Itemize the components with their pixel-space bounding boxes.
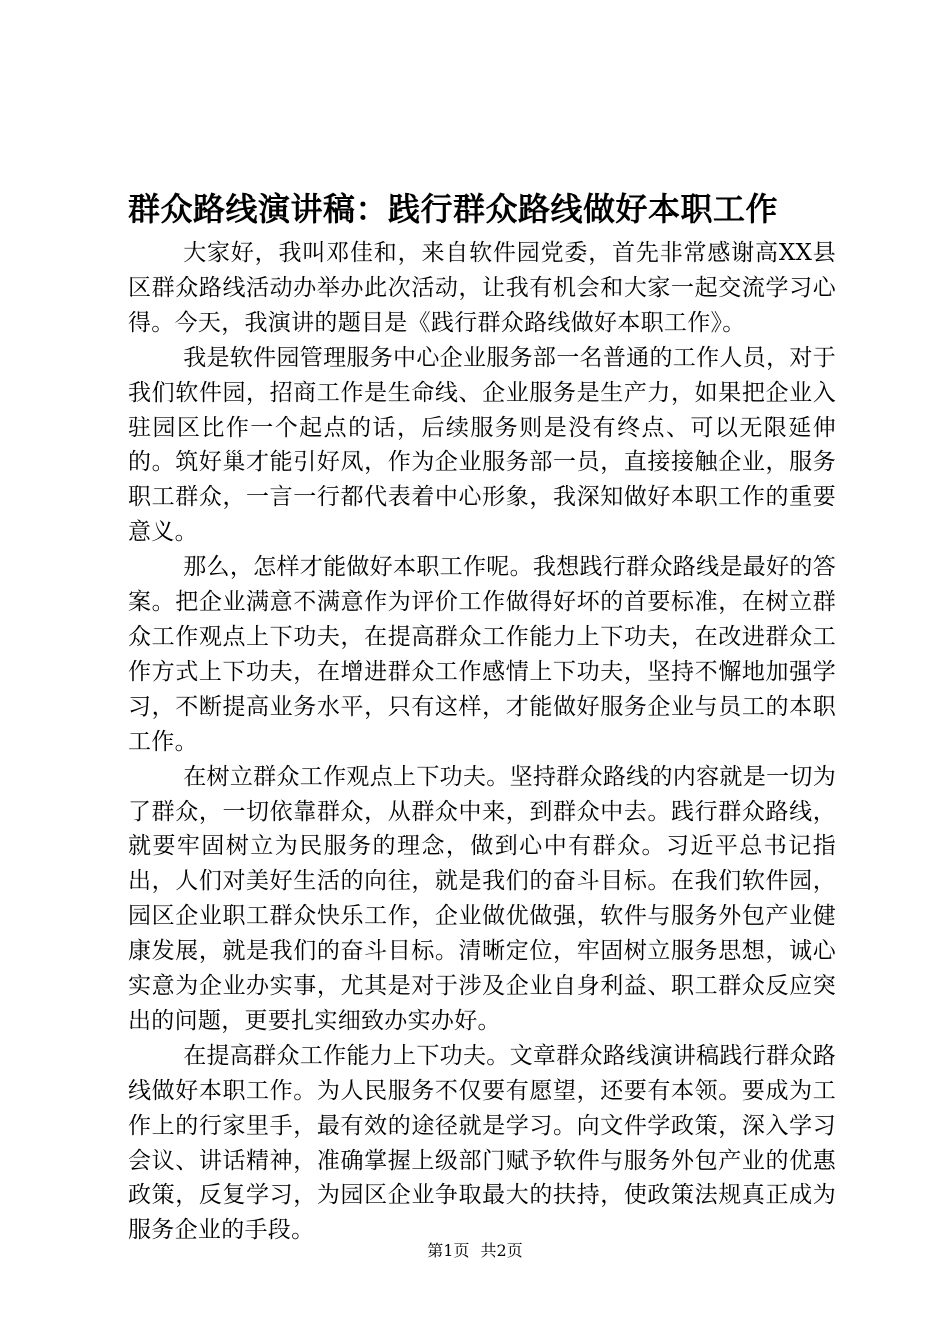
paragraph-4: 在树立群众工作观点上下功夫。坚持群众路线的内容就是一切为了群众，一切依靠群众，从群众中来，到群众中去。践行群众路线，就要牢固树立为民服务的理念，做到心中有群众。习近平总书记指出，人们对美好生活的向往，就是我们的奋斗目标。在我们软件园，园区企业职工群众快乐工作，企业做优做强，软件与服务外包产业健康发展，就是我们的奋斗目标。清晰定位，牢固树立服务思想，诚心实意为企业办实事，尤其是对于涉及企业自身利益、职工群众反应突出的问题，更要扎实细致办实办好。	[128, 763, 836, 1034]
paragraph-1: 大家好，我叫邓佳和，来自软件园党委，首先非常感谢高XX县区群众路线活动办举办此次活动，让我有机会和大家一起交流学习心得。今天，我演讲的题目是《践行群众路线做好本职工作》。	[128, 240, 836, 336]
paragraph-3: 那么，怎样才能做好本职工作呢。我想践行群众路线是最好的答案。把企业满意不满意作为评价工作做得好坏的首要标准，在树立群众工作观点上下功夫，在提高群众工作能力上下功夫，在改进群众工作方式上下功夫，在增进群众工作感情上下功夫，坚持不懈地加强学习，不断提高业务水平，只有这样，才能做好服务企业与员工的本职工作。	[128, 554, 836, 755]
document-body	[128, 236, 836, 1248]
page-number-current: 第1页	[427, 1241, 470, 1260]
paragraph-5: 在提高群众工作能力上下功夫。文章群众路线演讲稿践行群众路线做好本职工作。为人民服务不仅要有愿望，还要有本领。要成为工作上的行家里手，最有效的途径就是学习。向文件学政策，深入学习会议、讲话精神，准确掌握上级部门赋予软件与服务外包产业的优惠政策，反复学习，为园区企业争取最大的扶持，使政策法规真正成为服务企业的手段。	[128, 1042, 836, 1244]
page-footer	[0, 1240, 950, 1262]
document-title: 群众路线演讲稿：践行群众路线做好本职工作	[128, 190, 779, 228]
page-number-total: 共2页	[480, 1241, 523, 1260]
paragraph-2: 我是软件园管理服务中心企业服务部一名普通的工作人员，对于我们软件园，招商工作是生命线、企业服务是生产力，如果把企业入驻园区比作一个起点的话，后续服务则是没有终点、可以无限延伸的。筑好巢才能引好凤，作为企业服务部一员，直接接触企业，服务职工群众，一言一行都代表着中心形象，我深知做好本职工作的重要意义。	[128, 344, 836, 546]
